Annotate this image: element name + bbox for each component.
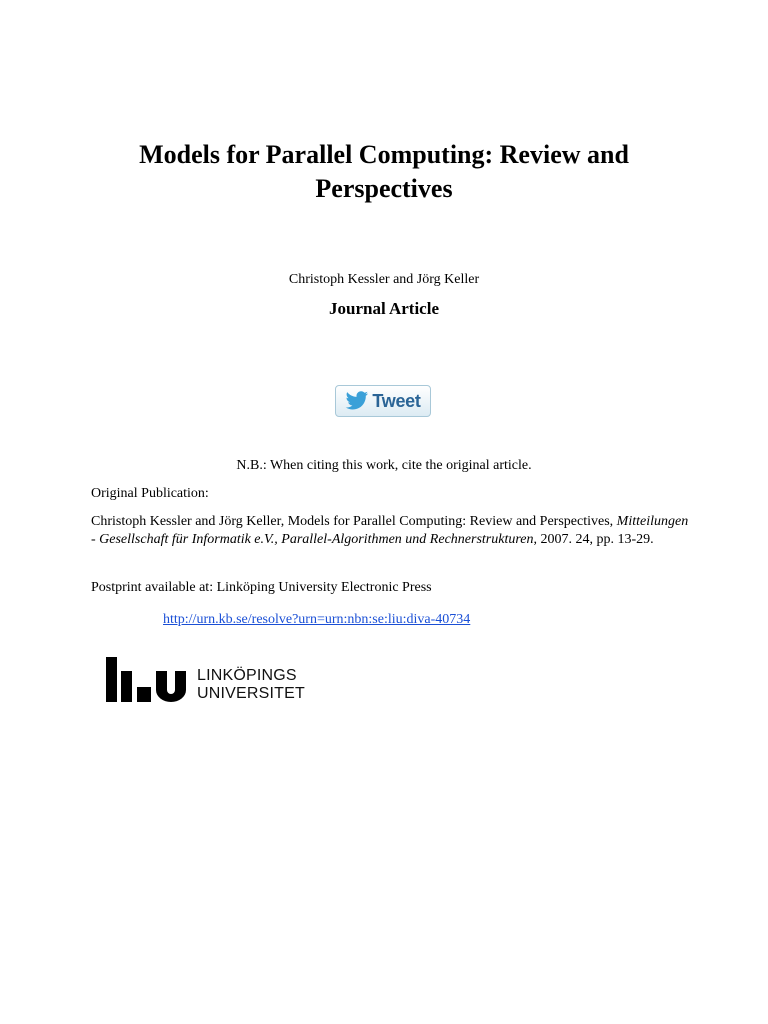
citation-tail: , 2007. 24, pp. 13-29. [533,532,654,547]
citation-note: N.B.: When citing this work, cite the original article. [236,458,532,473]
logo-line-2: UNIVERSITET [197,685,305,702]
citation-text [91,513,691,549]
logo-line-1: LINKÖPINGS [197,667,297,684]
twitter-bird-icon [345,391,369,411]
title-line-2: Perspectives [315,174,453,203]
document-title [0,138,768,206]
title-line-1: Models for Parallel Computing: Review and [139,140,629,169]
postprint-line: Postprint available at: Linköping University Electronic Press [91,580,432,595]
liu-logo-mark [106,656,190,704]
liu-logo [106,656,306,704]
authors: Christoph Kessler and Jörg Keller [288,272,480,287]
document-type: Journal Article [328,299,439,318]
diva-link[interactable]: http://urn.kb.se/resolve?urn=urn:nbn:se:liu:diva-40734 [163,612,471,627]
original-publication-label: Original Publication: [91,486,209,501]
citation-plain: Christoph Kessler and Jörg Keller, Models for Parallel Computing: Review and Perspectives, [91,514,614,529]
tweet-button[interactable] [335,385,431,417]
citation-journal: Mitteilungen - Gesellschaft für Informatik e.V., Parallel-Algorithmen und Rechnerstrukturen [91,514,689,547]
tweet-button-label: Tweet [372,390,421,411]
logo-wordmark [197,667,305,703]
